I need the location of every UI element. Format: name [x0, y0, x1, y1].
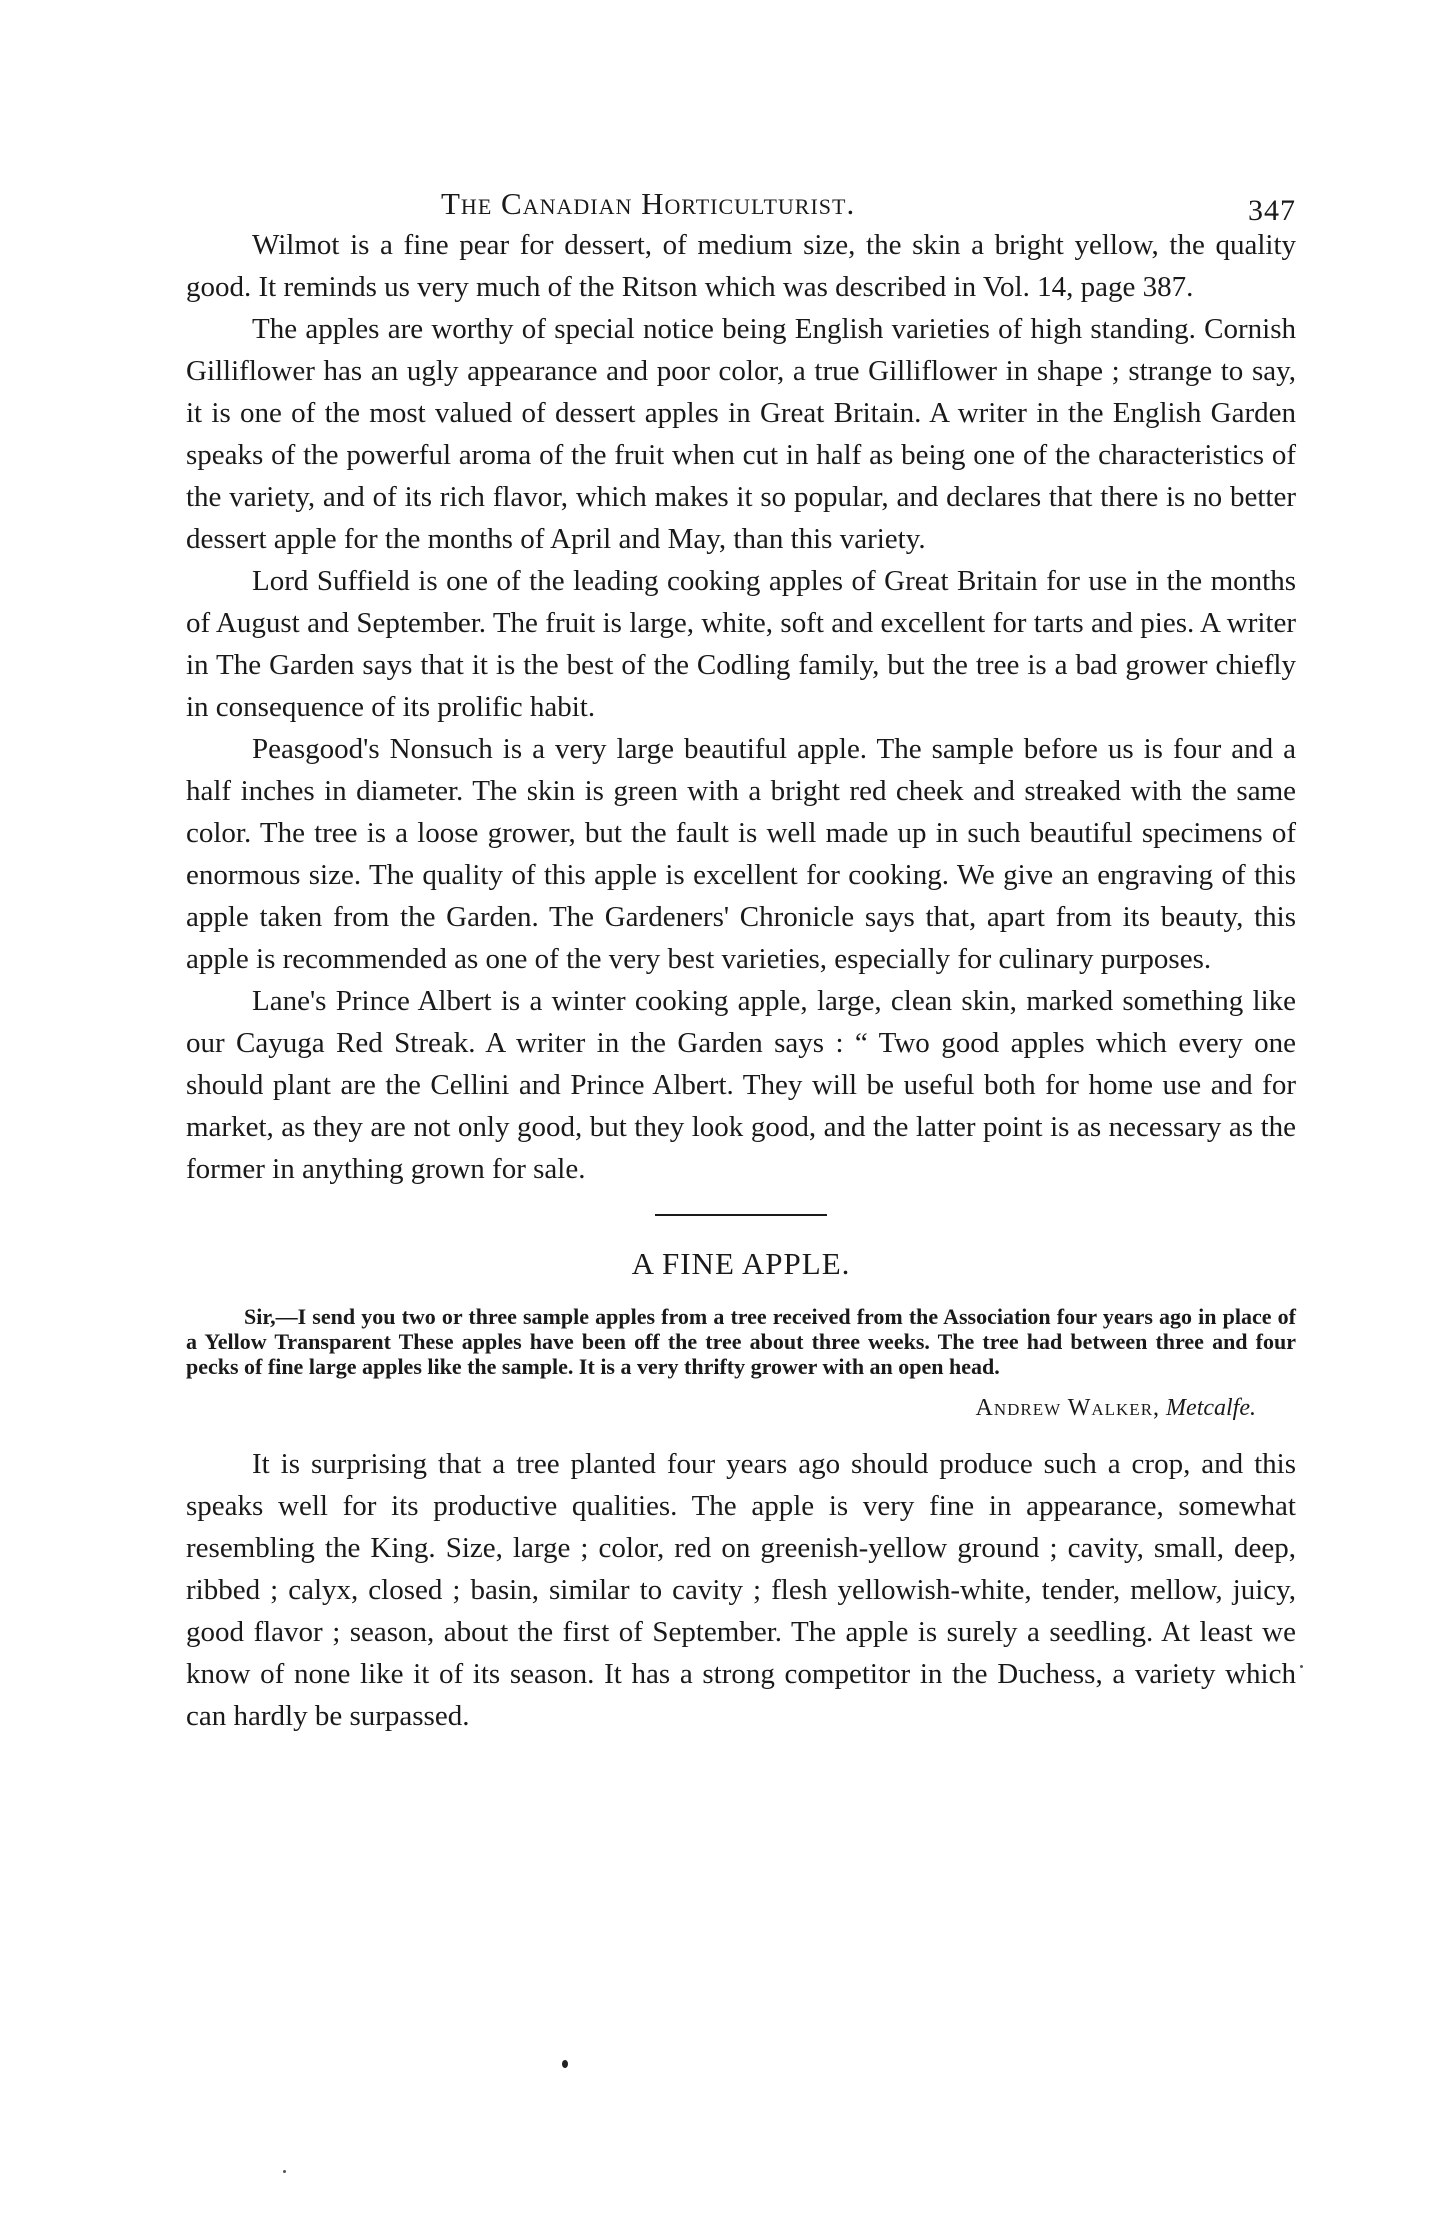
paragraph-cornish-gilliflower: The apples are worthy of special notice being English varieties of high standing. Cornish Gilliflower has an ugly appearance and poor color, a true Gilliflower in shape ; strange to say, it is one of the most valued of dessert apples in Great Britain. A writer in the English Garden speaks of the powerful aroma of the fruit when cut in half as being one of the characteristics of the variety, and of its rich flavor, which makes it so popular, and declares that there is no better dessert apple for the months of April and May, than this variety.: [186, 313, 1296, 555]
letter-text: Sir,—I send you two or three sample apples from a tree received from the Association four years ago in place of a Yellow Transparent These apples have been off the tree about three weeks. The tree had between three and four pecks of fine large apples like the sample. It is a very thrifty grower with an open head.: [186, 1304, 1296, 1379]
running-title: The Canadian Horticulturist.: [441, 186, 856, 221]
paragraph-peasgoods-nonsuch: Peasgood's Nonsuch is a very large beautiful apple. The sample before us is four and a half inches in diameter. The skin is green with a bright red cheek and streaked with the same color. The tree is a loose grower, but the fault is well made up in such beautiful specimens of enormous size. The quality of this apple is excellent for cooking. We give an engraving of this apple taken from the Garden. The Gardeners' Chronicle says that, apart from its beauty, this apple is recommended as one of the very best varieties, especially for culinary purposes.: [186, 733, 1296, 975]
paragraph-lanes-prince-albert: Lane's Prince Albert is a winter cooking apple, large, clean skin, marked something like our Cayuga Red Streak. A writer in the Garden says : “ Two good apples which every one should plant are the Cellini and Prince Albert. They will be useful both for home use and for market, as they are not only good, but they look good, and the latter point is as necessary as the former in anything grown for sale.: [186, 985, 1296, 1185]
paragraph-editorial-comment: It is surprising that a tree planted four years ago should produce such a crop, and this speaks well for its productive qualities. The apple is very fine in appearance, somewhat resembling the King. Size, large ; color, red on greenish-yellow ground ; cavity, small, deep, ribbed ; calyx, closed ; basin, similar to cavity ; flesh yellowish-white, tender, mellow, juicy, good flavor ; season, about the first of September. The apple is surely a seedling. At least we know of none like it of its season. It has a strong competitor in the Duchess, a variety which can hardly be surpassed.: [186, 1448, 1296, 1732]
paragraph-lord-suffield: Lord Suffield is one of the leading cooking apples of Great Britain for use in the months of August and September. The fruit is large, white, soft and excellent for tarts and pies. A writer in The Garden says that it is the best of the Codling family, but the tree is a bad grower chiefly in consequence of its prolific habit.: [186, 565, 1296, 723]
page: [186, 180, 1296, 1737]
page-number: 347: [1248, 194, 1296, 227]
signature-place: Metcalfe.: [1166, 1395, 1256, 1421]
section-divider: [655, 1214, 827, 1216]
scan-speck: [1300, 1665, 1303, 1668]
paragraph-wilmot: Wilmot is a fine pear for dessert, of medium size, the skin a bright yellow, the quality good. It reminds us very much of the Ritson which was described in Vol. 14, page 387.: [186, 229, 1296, 303]
page-mark-dot: [562, 2060, 568, 2068]
section-title: A FINE APPLE.: [631, 1246, 851, 1281]
signature-name: Andrew Walker,: [975, 1395, 1161, 1421]
running-head: [186, 180, 1296, 227]
scan-speck: [283, 2170, 286, 2173]
letter-signature: [186, 1393, 1256, 1423]
